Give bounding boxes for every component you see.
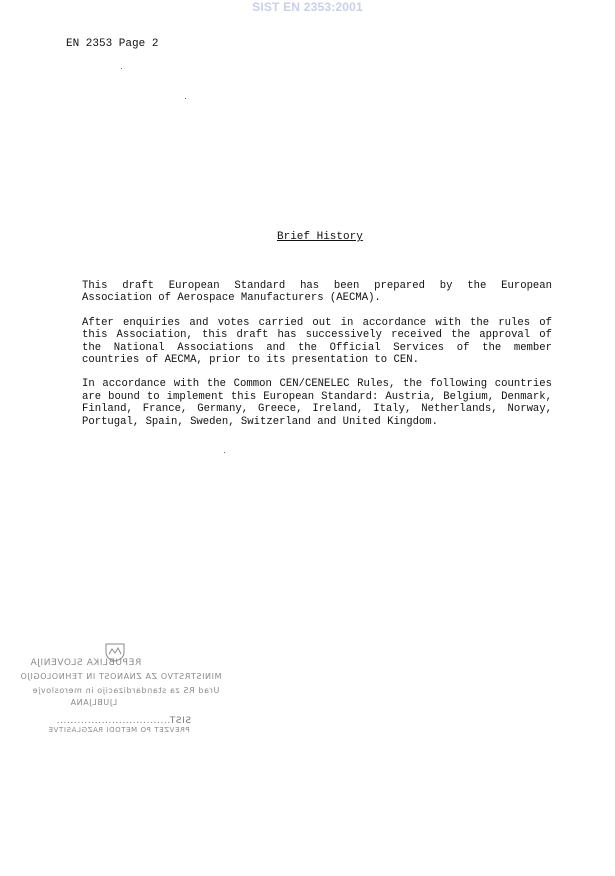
stamp-line-3: Urad RS za standardizacijo in meroslovje xyxy=(32,686,220,695)
section-title: Brief History xyxy=(277,231,363,243)
page-header: EN 2353 Page 2 xyxy=(66,38,159,50)
stamp-line-4: LJUBLJANA xyxy=(70,698,118,707)
paragraph-1: This draft European Standard has been prepared by the European Association of Aerospace Manufacturers (AECMA). xyxy=(82,280,552,305)
stamp-line-6: PREVZET PO METODI RAZGLASITVE xyxy=(48,726,190,734)
paragraph-2: After enquiries and votes carried out in accordance with the rules of this Association, this draft has successively received the approval of the National Associations and the Official Services of the member countries of AECMA, prior to its presentation to CEN. xyxy=(82,316,552,367)
scan-speck xyxy=(224,452,225,453)
scan-speck xyxy=(185,98,186,99)
official-stamp xyxy=(10,636,222,766)
watermark-text: SIST EN 2353:2001 xyxy=(252,0,363,14)
stamp-line-2: MINISTRSTVO ZA ZNANOST IN TEHNOLOGIJO xyxy=(20,672,222,681)
body-text xyxy=(82,280,552,440)
stamp-line-1: REPUBLIKA SLOVENIJA xyxy=(30,658,142,668)
scan-speck xyxy=(121,68,122,69)
paragraph-3: In accordance with the Common CEN/CENELEC Rules, the following countries are bound to implement this European Standard: Austria, Belgium, Denmark, Finland, France, Germany, Greece, Ireland, Italy, Netherlands, Norway, Portugal, Spain, Sweden, Switzerland and United Kingdom. xyxy=(82,378,552,428)
stamp-dots: SIST................................. xyxy=(56,716,192,726)
